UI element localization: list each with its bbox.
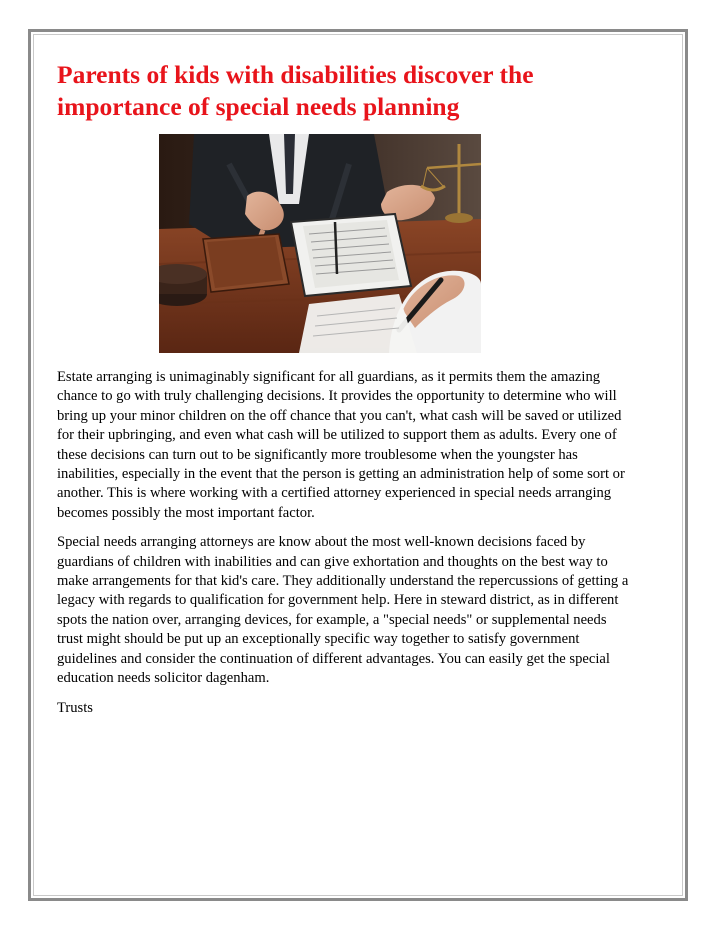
article-body bbox=[57, 368, 635, 718]
lawyer-consultation-photo bbox=[159, 134, 481, 353]
paragraph-1: Estate arranging is unimaginably significant for all guardians, as it permits them the amazing chance to go with truly challenging decisions. It provides the opportunity to determine who will bring up your minor children on the off chance that you can't, what cash will be saved or utilized for their upbringing, and even what cash will be utilized to support them as adults. Every one of these decisions can turn out to be significantly more troublesome when the youngster has inabilities, especially in the event that the person is getting an administration help of some sort or another. This is where working with a certified attorney experienced in special needs arranging becomes possibly the most important factor. bbox=[57, 369, 625, 521]
paragraph-2: Special needs arranging attorneys are know about the most well-known decisions faced by guardians of children with inabilities and can give exhortation and thoughts on the best way to make arrangements for that kid's care. They additionally understand the repercussions of getting a legacy with regards to qualification for government help. Here in steward district, as in different spots the nation over, arranging devices, for example, a "special needs" or supplemental needs trust might should be put up an exceptionally specific way together to satisfy government guidelines and consider the continuation of different advantages. You can easily get the special education needs solicitor dagenham. bbox=[57, 534, 629, 687]
document-content bbox=[57, 59, 635, 728]
paragraph-3: Trusts bbox=[57, 699, 93, 716]
article-title: Parents of kids with disabilities discover the importance of special needs planning bbox=[57, 60, 534, 121]
